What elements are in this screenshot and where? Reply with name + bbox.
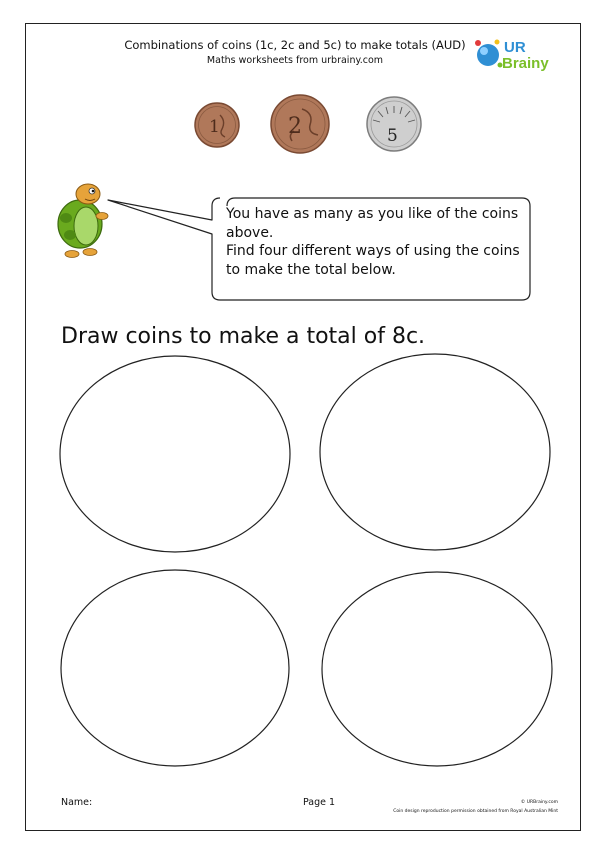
coin-5c-value: 5 xyxy=(387,126,398,146)
speech-bubble-text xyxy=(226,205,526,279)
speech-line: You have as many as you like of the coins xyxy=(226,206,519,222)
urbrainy-logo xyxy=(470,30,565,80)
task-instruction: Draw coins to make a total of 8c. xyxy=(61,324,426,349)
logo-word-top: UR xyxy=(504,39,526,56)
page-subtitle: Maths worksheets from urbrainy.com xyxy=(206,55,384,66)
coin-5c xyxy=(367,97,421,151)
page-title: Combinations of coins (1c, 2c and 5c) to make totals (AUD) xyxy=(124,38,466,52)
coin-1c xyxy=(195,103,239,147)
coin-row xyxy=(190,93,430,158)
coin-1c-value: 1 xyxy=(209,117,220,137)
coin-2c xyxy=(271,95,329,153)
coin-2c-value: 2 xyxy=(288,114,302,139)
speech-line: Find four different ways of using the coins xyxy=(226,243,520,259)
page-number: Page 1 xyxy=(303,797,336,808)
speech-line: to make the total below. xyxy=(226,261,396,278)
coin-permission-text: Coin design reproduction permission obtained from Royal Australian Mint xyxy=(393,809,558,814)
copyright-text: © URBrainy.com xyxy=(520,800,558,805)
name-label: Name: xyxy=(61,797,93,808)
speech-line: above. xyxy=(226,224,274,241)
logo-word-bottom: Brainy xyxy=(502,55,549,72)
